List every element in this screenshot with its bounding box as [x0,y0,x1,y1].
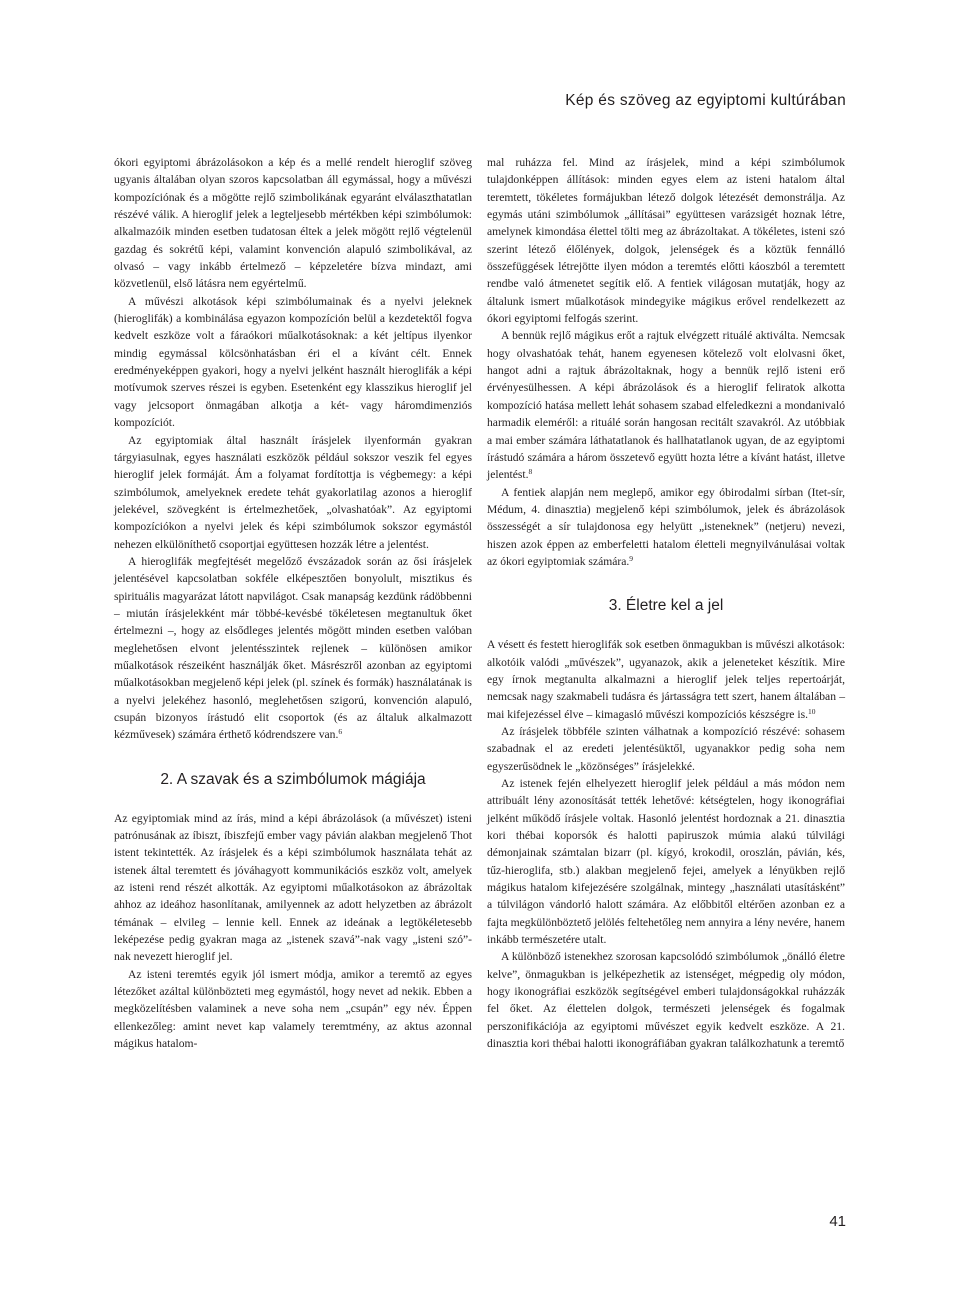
right-paragraph-4: A vésett és festett hieroglifák sok esetben önmagukban is művészi alkotások: alkotóik valódi „művészek”, ugyanazok, akik a jeleneteket készítik. Mire egy írnok megtanulta alkalmazni a hieroglif jelek teljes repertoárját, nemcsak nagy szakmabeli tudásra és jártasságra tett szert, hanem általában – mai kifejezéssel élve – kimagasló művészi kompozíciós készségre is.$^{10}$ [487,638,845,721]
left-paragraph-5: Az egyiptomiak mind az írás, mind a képi ábrázolások (a művészet) isteni patrónusának az íbiszt, íbiszfejű ember vagy pávián alakban megjelenő Thot istent tekintették. Az írásjelek és a képi szimbólumok használata tehát az istenek által teremtett és jóváhagyott kommunikációs eszköz volt, amelyek az isteni rend részét alkották. Az egyiptomi műalkotásokon az ábrázoltak ahhoz az ideához hasonlítanak, amilyennek az adott helyzetben az ábrázolt témának – elvileg – lennie kell. Ennek az ideának a legtökéletesebb leképezése pedig gyakran maga az „istenek szavá”-nak vagy „isteni szó”-nak nevezett hieroglif jel. [114,811,472,964]
right-paragraph-6: Az istenek fején elhelyezett hieroglif jelek például a más módon nem attribuált lény azonosítását tették lehetővé: kétségtelen, hogy ikonográfiai jelként működő írásjele voltak. Hasonló jelentést hordoznak a 21. dinasztia kori thébai koporsók és halotti papiruszok múmia alakú túlvilági démonjainak számtalan bizarr (pl. kígyó, krokodil, oroszlán, pávián, kés, tűz-hieroglifa, stb.) alakban megjelenő fejei, amelyek a lényükben rejlő mágikus hatalom kifejezésére szolgálnak, mintegy „használati utasításként” a túlvilágon vándorló halott számára. Az előbbitől eltérően azonban ez a fajta megkülönböztető jelölés feltehetőleg nem annyira a lény nevére, hanem inkább természetére utalt. [487,777,845,947]
right-paragraph-2: A bennük rejlő mágikus erőt a rajtuk elvégzett rituálé aktiválta. Nemcsak hogy olvashatóak tehát, hanem egyenesen kötelező volt elolvasni őket, hangot adni a rajtuk ábrázoltaknak, hogy a bennük rejlő isteni erő érvényesülhessen. A képi ábrázolások és a hieroglif feliratok alkotta kompozíció hatása mellett lehát sohasem szabad elfeledkezni a mondanivaló harmadik eleméről: a rituálé során hangosan recitált szavakról. Az utóbbiak a mai ember számára láthatatlanok és hallhatatlanok ugyan, de az egyiptomi írástudó számára a három összetevő együtt hozta létre a kívánt hatást, illetve jelentést.$^8$ [487,329,845,482]
right-paragraph-5: Az írásjelek többféle szinten válhatnak a kompozíció részévé: sohasem szabadnak el az eredeti jelentésüktől, ugyanakkor pedig soha nem egyszerűsödnek le „közönséges” írásjelekké. [487,724,845,773]
left-paragraph-6: Az isteni teremtés egyik jól ismert módja, amikor a teremtő az egyes létezőket azáltal különbözteti meg egymástól, hogy nevet ad nekik. Ebben a megközelítésben valaminek a neve soha nem „csupán” egy név. Éppen ellenkezőleg: amint nevet kap valamely teremtmény, az aktus azonnal mágikus hatalom- [114,967,472,1051]
page-number: 41 [829,1213,846,1230]
footnote-ref-10: 10 [808,706,816,716]
footnote-ref-9: 9 [629,553,634,563]
left-paragraph-4: A hieroglifák megfejtését megelőző évszázadok során az ősi írásjelek jelentésével kapcsolatban sokféle elképesztően bonyolult, misztikus és spirituális magyarázat látott napvilágot. Csak manapság kezdünk rádöbbenni – miután írásjelekként már többé-kevésbé tökéletesen megtanultuk őket értelmezni –, hogy az elsődleges jelentés mögött minden esetben valóban meglehetősen elvont jelentésszintek rejlenek – különösen amikor műalkotások részeiként használják őket. Másrészről azonban az egyiptomi műalkotásokban megjelenő képi jelek (pl. színek és formák) használatának is a nyelvi jelekéhez hasonló, meglehetősen szigorú, konvención alapuló, csupán bizonyos írástudó elit csoportok (és az általuk alkalmazott kézművesek) számára érthető kódrendszere van.$^6$ [114,554,472,742]
section-3-heading: 3. Életre kel a jel [608,597,724,615]
right-paragraph-7: A különböző istenekhez szorosan kapcsolódó szimbólumok „önálló életre kelve”, önmagukban is jelképezhetik az istenséget, mégpedig oly módon, hogy ikonográfiai eszközök segítségével emberi tulajdonságokkal ruházzák fel őket. Az élettelen dolgok, természeti jelenségek és fogalmak perszonifikációja az egyiptomi művészet egyik kedvelt eszköze. A 21. dinasztia kori thébai halotti ikonográfiában gyakran találkozhatunk a teremtő [487,950,845,1051]
footnote-ref-8: 8 [528,467,533,477]
running-head-title: Kép és szöveg az egyiptomi kultúrában [565,92,846,109]
left-paragraph-1: ókori egyiptomi ábrázolásokon a kép és a mellé rendelt hieroglif szöveg ugyanis általában olyan szoros kapcsolatban áll egymással, hogy a művészi kompozíciónak és a mögötte rejlő szimbolikának egyaránt elválaszthatatlan részévé válik. A hieroglif jelek a legteljesebb mértékben képi szimbólumok: alkalmazóik minden esetben tudatosan éltek a jelek mögött rejlő végtelenül gazdag és sokrétű képi, valamint konvención alapuló szimbolikával, az olvasó – vagy inkább értelmező – képzeletére bízva mindazt, ami közvetlenül, első látásra nem egyértelmű. [114,156,472,291]
right-paragraph-1: mal ruházza fel. Mind az írásjelek, mind a képi szimbólumok tulajdonképpen állítások: minden egyes elem az isteni hatalom által teremtett, tökéletes formájukban létező dolgok létezését demonstrálja. Az egymás utáni szimbólumok „állításai” együttesen varázsigét hoznak létre, amelynek kimondása élettel tölti meg az ábrázoltakat. A tökéletes, isteni szó szerint létező élőlények, dolgok, jelenségek és a köztük fennálló összefüggések létrejötte ilyen módon a teremtés előtti káoszból a teremtett rendbe való átmenetet segítik elő. A fentiek világosan mutatják, hogy az általunk ismert műalkotások mindegyike mágikus erővel rendelkezett az ókori egyiptomi felfogás szerint. [487,156,845,326]
footnote-ref-6: 6 [338,727,343,737]
right-paragraph-3: A fentiek alapján nem meglepő, amikor egy óbirodalmi sírban (Itet-sír, Médum, 4. dinasztia) megjelenő képi szimbólumok, jelek és ábrázolások összességét a sír tulajdonosa egy helyütt „isteneknek” (netjeru) nevezi, hiszen azok éppen az emberfeletti hatalom életteli megnyilvánulásai voltak az ókori egyiptomiak számára.$^9$ [487,485,845,568]
right-text-column [487,154,845,1053]
left-paragraph-3: Az egyiptomiak által használt írásjelek ilyenformán gyakran tárgyiasulnak, egyes használati eszközök például sokszor veszik fel egyes hieroglif jelek formáját. Ám a folyamat fordítottja is végbemegy: a képi szimbólumok, amelyeknek eredete tehát gyakorlatilag azonos a hieroglif jelekével, szövegként is értelmezhetőek, „olvashatóak”. Az egyiptomi kompozíciókon a nyelvi jelek és képi szimbólumok sokszor egymástól nehezen elkülöníthető csoportjai együttesen hozzák létre a jelentést. [114,433,472,551]
section-2-heading: 2. A szavak és a szimbólumok mágiája [160,770,426,788]
left-text-column [114,154,472,1053]
left-paragraph-2: A művészi alkotások képi szimbólumainak és a nyelvi jeleknek (hieroglifák) a kombinálása egyazon kompozíción belül a kezdetektől fogva kedvelt eszköze volt a fáraókori műalkotásoknak: a két jeltípus ilyenkor mindig egymással kölcsönhatásban éri el a kívánt célt. Ennek eredményeképpen gyakori, hogy a nyelvi jelként használt hieroglifák a képi motívumok szerves részei is egyben. Esetenként egy klasszikus hieroglif jel vagy jelcsoport önmagában alkotja a két- vagy háromdimenziós kompozíciót. [114,294,472,430]
